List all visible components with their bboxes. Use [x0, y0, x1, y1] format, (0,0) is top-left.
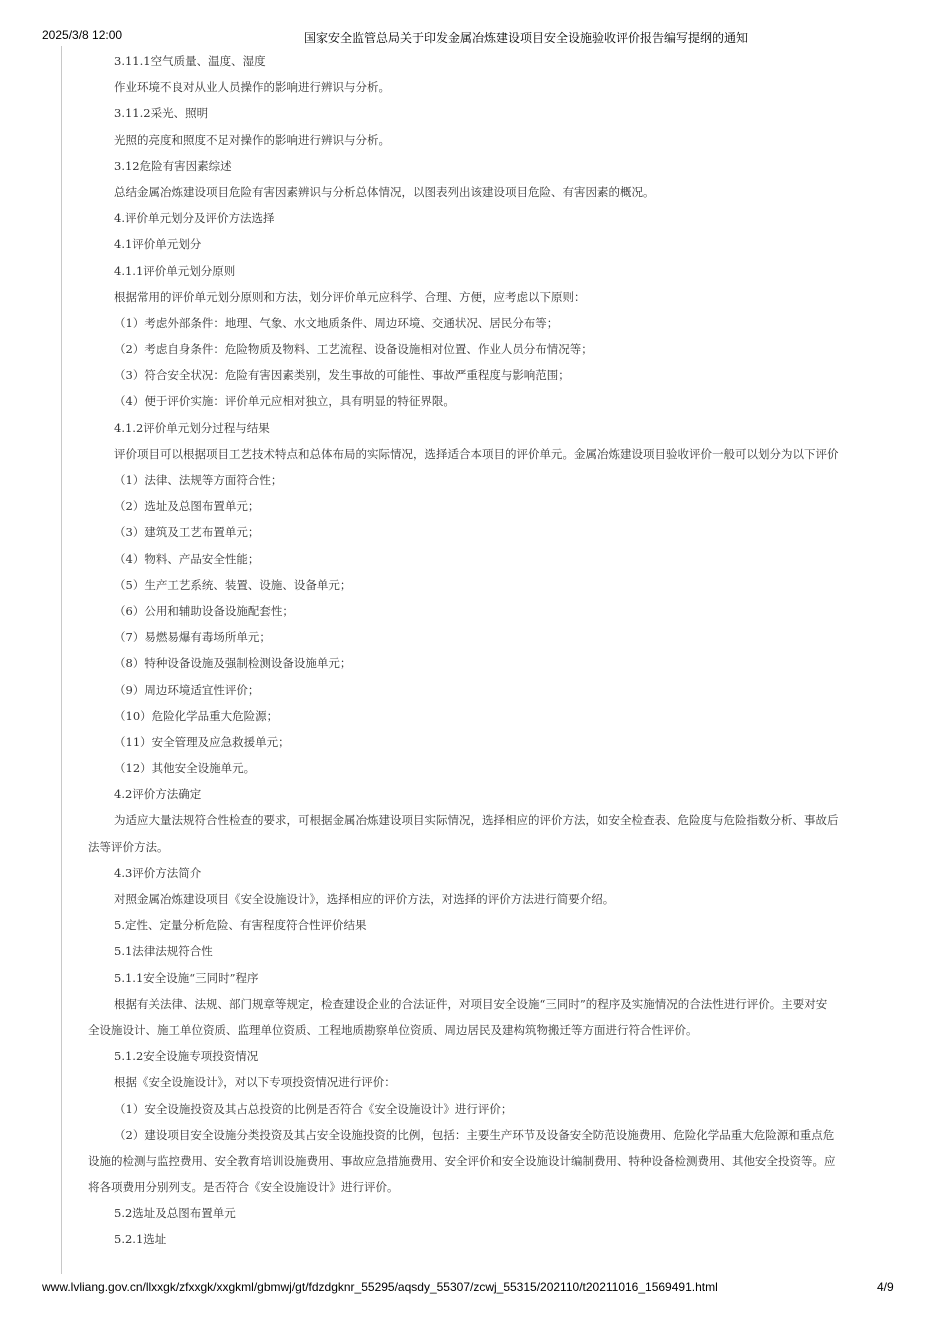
- text-line: （10）危险化学品重大危险源；: [114, 708, 279, 723]
- text-line: （3）符合安全状况：危险有害因素类别，发生事故的可能性、事故严重程度与影响范围；: [114, 368, 570, 383]
- text-line: 根据常用的评价单元划分原则和方法，划分评价单元应科学、合理、方便，应考虑以下原则：: [114, 289, 586, 304]
- text-line: 5.1.1安全设施“三同时”程序: [114, 970, 259, 985]
- document-title: 国家安全监管总局关于印发金属冶炼建设项目安全设施验收评价报告编写提纲的通知: [304, 31, 749, 45]
- text-line: 根据有关法律、法规、部门规章等规定，检查建设企业的合法证件，对项目安全设施“三同时”的程序及实施情况的合法性进行评价。主要对安: [114, 996, 828, 1011]
- text-line: 5.定性、定量分析危险、有害程度符合性评价结果: [114, 918, 367, 933]
- text-line: （4）物料、产品安全性能；: [114, 551, 260, 566]
- text-line: 对照金属冶炼建设项目《安全设施设计》，选择相应的评价方法，对选择的评价方法进行简要介绍。: [114, 892, 615, 906]
- text-line: 5.1.2安全设施专项投资情况: [114, 1049, 259, 1064]
- text-line: 全设施设计、施工单位资质、监理单位资质、工程地质勘察单位资质、周边居民及建构筑物搬迁等方面进行符合性评价。: [88, 1022, 698, 1037]
- text-line: （1）考虑外部条件：地理、气象、水文地质条件、周边环境、交通状况、居民分布等；: [114, 315, 559, 330]
- text-line: （6）公用和辅助设备设施配套性；: [114, 603, 294, 618]
- text-line: 4.评价单元划分及评价方法选择: [114, 211, 275, 226]
- text-line: 5.2.1选址: [114, 1232, 167, 1247]
- text-line: 为适应大量法规符合性检查的要求，可根据金属冶炼建设项目实际情况，选择相应的评价方法，如安全检查表、危险度与危险指数分析、事故后: [114, 813, 839, 828]
- text-line: 5.2选址及总图布置单元: [114, 1206, 236, 1221]
- text-line: （11）安全管理及应急救援单元；: [114, 734, 290, 749]
- text-line: 4.1.1评价单元划分原则: [114, 263, 236, 278]
- document-body: [88, 48, 890, 1268]
- text-line: 根据《安全设施设计》，对以下专项投资情况进行评价：: [114, 1075, 396, 1090]
- text-line: 3.11.1空气质量、温度、湿度: [114, 54, 266, 68]
- text-line: 作业环境不良对从业人员操作的影响进行辨识与分析。: [114, 80, 390, 95]
- text-line: 法等评价方法。: [88, 839, 169, 854]
- text-line: 设施的检测与监控费用、安全教育培训设施费用、事故应急措施费用、安全评价和安全设施设计编制费用、特种设备检测费用、其他安全投资等。应: [88, 1153, 836, 1168]
- text-line: 4.2评价方法确定: [114, 787, 202, 802]
- text-line: 将各项费用分别列支。是否符合《安全设施设计》进行评价。: [88, 1180, 399, 1195]
- left-border-rule: [61, 46, 62, 1274]
- page-url[interactable]: www.lvliang.gov.cn/llxxgk/zfxxgk/xxgkml/gbmwj/gt/fdzdgknr_55295/aqsdy_55307/zcwj_55315/202110/t20211016_1569491.html: [42, 1280, 718, 1294]
- text-line: 评价项目可以根据项目工艺技术特点和总体布局的实际情况，选择适合本项目的评价单元。金属冶炼建设项目验收评价一般可以划分为以下评价: [114, 446, 839, 461]
- text-line: （2）建设项目安全设施分类投资及其占安全设施投资的比例，包括：主要生产环节及设备安全防范设施费用、危险化学品重大危险源和重点危: [114, 1127, 835, 1142]
- text-line: （1）法律、法规等方面符合性；: [114, 473, 283, 487]
- page-number: 4/9: [877, 1280, 894, 1294]
- text-line: 4.1评价单元划分: [114, 237, 202, 252]
- text-line: 总结金属冶炼建设项目危险有害因素辨识与分析总体情况，以图表列出该建设项目危险、有害因素的概况。: [114, 184, 655, 199]
- text-line: 3.11.2采光、照明: [114, 106, 209, 121]
- text-line: （1）安全设施投资及其占总投资的比例是否符合《安全设施设计》进行评价；: [114, 1101, 513, 1116]
- text-line: （12）其他安全设施单元。: [114, 761, 256, 776]
- text-line: （9）周边环境适宜性评价；: [114, 682, 260, 697]
- text-line: （5）生产工艺系统、装置、设施、设备单元；: [114, 577, 352, 592]
- text-line: （4）便于评价实施：评价单元应相对独立，具有明显的特征界限。: [114, 394, 455, 409]
- text-line: （7）易燃易爆有毒场所单元；: [114, 630, 271, 645]
- text-line: （8）特种设备设施及强制检测设备设施单元；: [114, 656, 352, 671]
- text-line: 5.1法律法规符合性: [114, 944, 213, 959]
- text-line: 4.1.2评价单元划分过程与结果: [114, 420, 270, 435]
- print-date: 2025/3/8 12:00: [42, 28, 123, 42]
- text-line: （3）建筑及工艺布置单元；: [114, 525, 260, 540]
- text-line: （2）考虑自身条件：危险物质及物料、工艺流程、设备设施相对位置、作业人员分布情况等；: [114, 342, 593, 357]
- text-line: 3.12危险有害因素综述: [114, 158, 232, 173]
- text-line: （2）选址及总图布置单元；: [114, 499, 260, 514]
- text-line: 光照的亮度和照度不足对操作的影响进行辨识与分析。: [114, 132, 390, 147]
- text-line: 4.3评价方法简介: [114, 865, 202, 880]
